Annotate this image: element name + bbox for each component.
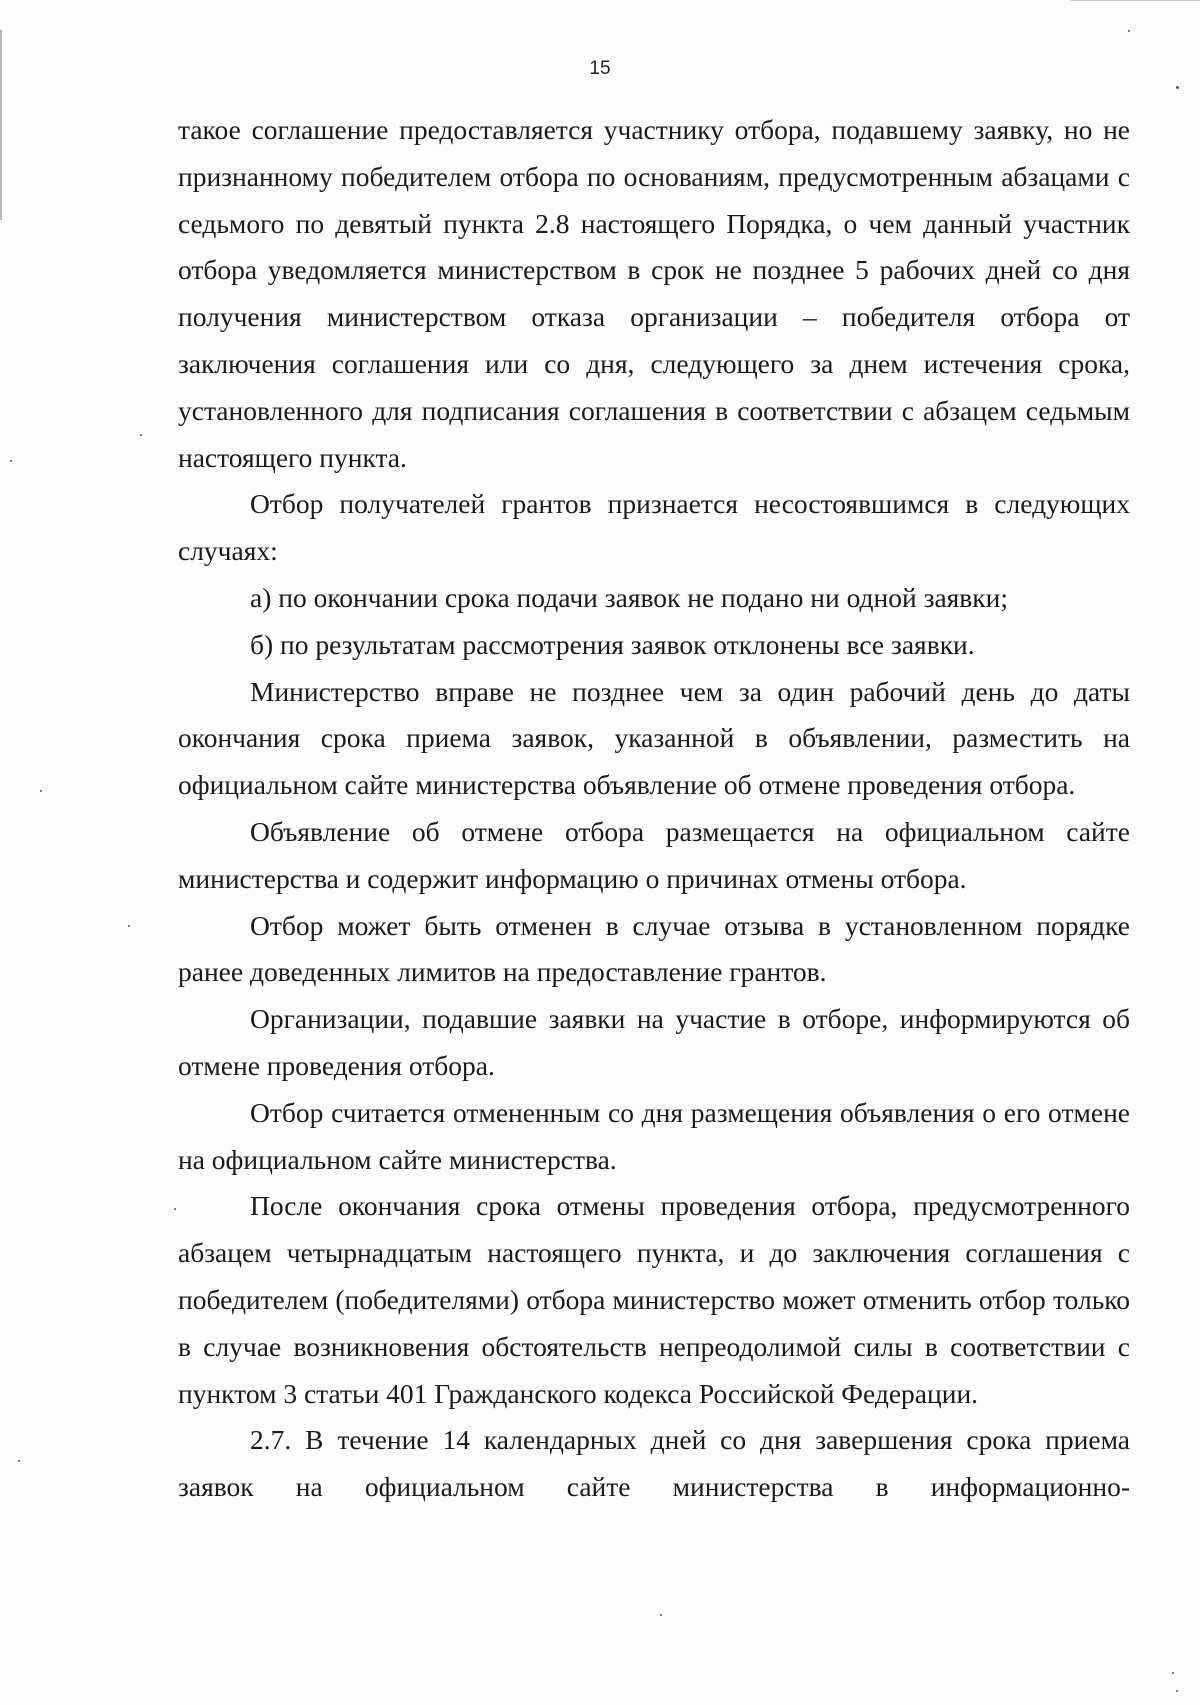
paragraph: Министерство вправе не позднее чем за один рабочий день до даты окончания срока приема заявок, указанной в объявлении, разместить на официальном сайте министерства объявление об отмене проведения отбора. [178, 675, 1130, 801]
scan-speckle [1176, 1690, 1178, 1692]
scan-speckle [18, 1460, 20, 1462]
scan-speckle [1172, 1672, 1174, 1674]
paragraph: Отбор может быть отменен в случае отзыва в установленном порядке ранее доведенных лимитов на предоставление грантов. [178, 909, 1130, 988]
page-number: 15 [589, 58, 611, 79]
scan-edge-mark [1070, 0, 1200, 1]
scan-speckle [40, 790, 42, 792]
paragraph: Организации, подавшие заявки на участие в отборе, информируются об отмене проведения отбора. [178, 1003, 1130, 1081]
paragraph: а) по окончании срока подачи заявок не подано ни одной заявки; [250, 581, 1008, 613]
scan-speckle [140, 434, 142, 436]
paragraph: такое соглашение предоставляется участнику отбора, подавшему заявку, но не признанному победителем отбора по основаниям, предусмотренным абзацами с седьмого по девятый пункта 2.8 настоящего Порядка, о чем данный участник отбора уведомляется министерством в срок не позднее 5 рабочих дней со дня получения министерством отказа организации – победителя отбора от заключения соглашения или со дня, следующего за днем истечения срока, установленного для подписания соглашения в соответствии с абзацем седьмым настоящего пункта. [178, 114, 1130, 473]
paragraph: Отбор считается отмененным со дня размещения объявления о его отмене на официальном сайте министерства. [178, 1096, 1130, 1175]
scan-speckle [128, 925, 130, 927]
scan-speckle [10, 460, 12, 462]
scan-speckle [1128, 30, 1130, 32]
paragraph: Объявление об отмене отбора размещается на официальном сайте министерства и содержит информацию о причинах отмены отбора. [178, 815, 1130, 894]
paragraph: б) по результатам рассмотрения заявок отклонены все заявки. [250, 628, 975, 660]
paragraph: Отбор получателей грантов признается несостоявшимся в следующих случаях: [178, 488, 1130, 567]
scan-speckle [174, 1208, 176, 1210]
scan-speckle [1176, 86, 1179, 89]
document-body [178, 107, 1130, 1511]
paragraph: После окончания срока отмены проведения отбора, предусмотренного абзацем четырнадцатым настоящего пункта, и до заключения соглашения с победителем (победителями) отбора министерство может отменить отбор только в случае возникновения обстоятельств непреодолимой силы в соответствии с пунктом 3 статьи 401 Гражданского кодекса Российской Федерации. [178, 1190, 1130, 1409]
paragraph: 2.7. В течение 14 календарных дней со дня завершения срока приема заявок на официальном сайте министерства в информационно- [178, 1424, 1130, 1503]
scan-speckle [660, 1614, 662, 1616]
